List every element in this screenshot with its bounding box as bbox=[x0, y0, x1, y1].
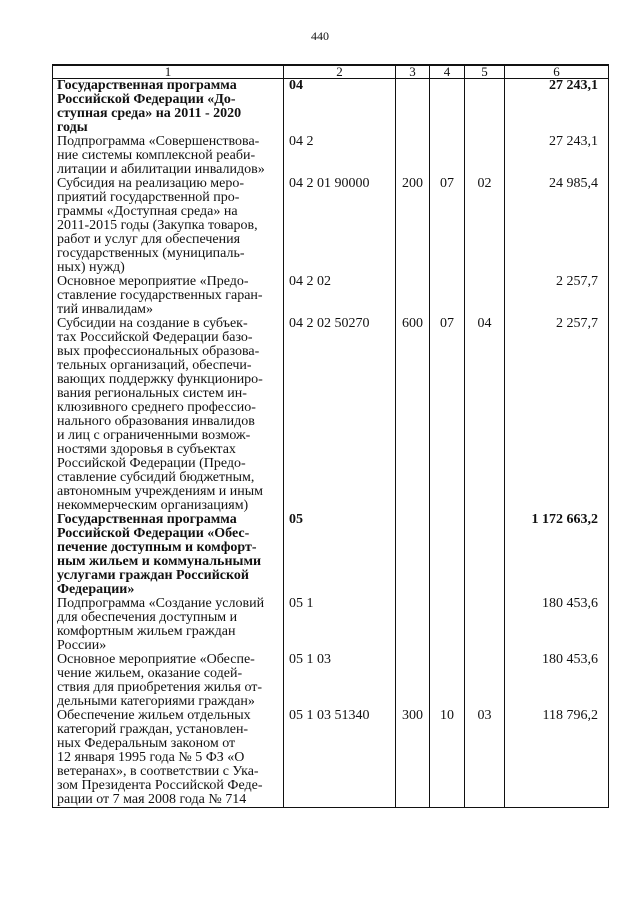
row-name: Субсидия на реализацию меро- приятий государственной про- граммы «Доступная среда» на 2011-2015 годы (Закупка товаров, работ и услуг для обеспечения государственных (муниципаль- ных) нужд) bbox=[53, 177, 284, 275]
row-pr bbox=[465, 275, 505, 317]
row-code: 05 1 bbox=[284, 597, 396, 653]
row-vr bbox=[396, 275, 430, 317]
row-rz bbox=[430, 135, 465, 177]
row-rz bbox=[430, 513, 465, 597]
row-vr: 600 bbox=[396, 317, 430, 513]
row-rz bbox=[430, 275, 465, 317]
row-sum: 27 243,1 bbox=[505, 135, 609, 177]
row-rz: 07 bbox=[430, 317, 465, 513]
row-sum: 2 257,7 bbox=[505, 275, 609, 317]
row-code: 04 2 bbox=[284, 135, 396, 177]
row-vr: 300 bbox=[396, 709, 430, 808]
row-sum: 180 453,6 bbox=[505, 597, 609, 653]
row-rz: 10 bbox=[430, 709, 465, 808]
table-row bbox=[53, 653, 609, 709]
row-sum: 180 453,6 bbox=[505, 653, 609, 709]
table-row bbox=[53, 709, 609, 808]
row-name: Субсидии на создание в субъек- тах Российской Федерации базо- вых профессиональных образова- тельных организаций, обеспечи- вающих поддержку функциониро- вания региональных систем ин- клюзивного среднего профессио- нального образования инвалидов и лиц с ограниченными возмож- ностями здоровья в субъектах Российской Федерации (Предо- ставление субсидий бюджетным, автономным учреждениям и иным некоммерческим организациям) bbox=[53, 317, 284, 513]
row-code: 04 2 02 50270 bbox=[284, 317, 396, 513]
table-row bbox=[53, 275, 609, 317]
row-pr bbox=[465, 513, 505, 597]
row-rz bbox=[430, 79, 465, 136]
row-vr bbox=[396, 135, 430, 177]
table-row bbox=[53, 177, 609, 275]
table-row bbox=[53, 135, 609, 177]
row-name: Государственная программа Российской Федерации «Обес- печение доступным и комфорт- ным жильем и коммунальными услугами граждан Российской Федерации» bbox=[53, 513, 284, 597]
row-name: Основное мероприятие «Обеспе- чение жильем, оказание содей- ствия для приобретения жилья от- дельными категориями граждан» bbox=[53, 653, 284, 709]
row-vr bbox=[396, 513, 430, 597]
row-pr bbox=[465, 597, 505, 653]
budget-table bbox=[52, 64, 609, 808]
table-row bbox=[53, 79, 609, 136]
column-header-1: 1 bbox=[53, 65, 284, 79]
row-code: 05 bbox=[284, 513, 396, 597]
row-name: Государственная программа Российской Федерации «До- ступная среда» на 2011 - 2020 годы bbox=[53, 79, 284, 136]
row-sum: 118 796,2 bbox=[505, 709, 609, 808]
row-sum: 24 985,4 bbox=[505, 177, 609, 275]
row-name: Основное мероприятие «Предо- ставление государственных гаран- тий инвалидам» bbox=[53, 275, 284, 317]
column-header-5: 5 bbox=[465, 65, 505, 79]
header-row bbox=[53, 65, 609, 79]
column-header-2: 2 bbox=[284, 65, 396, 79]
row-sum: 2 257,7 bbox=[505, 317, 609, 513]
row-rz: 07 bbox=[430, 177, 465, 275]
row-code: 04 2 01 90000 bbox=[284, 177, 396, 275]
row-sum: 1 172 663,2 bbox=[505, 513, 609, 597]
row-rz bbox=[430, 597, 465, 653]
row-pr bbox=[465, 653, 505, 709]
row-code: 04 bbox=[284, 79, 396, 136]
row-name: Подпрограмма «Создание условий для обеспечения доступным и комфортным жильем граждан России» bbox=[53, 597, 284, 653]
row-name: Обеспечение жильем отдельных категорий граждан, установлен- ных Федеральным законом от 12 января 1995 года № 5 ФЗ «О ветеранах», в соответствии с Ука- зом Президента Российской Феде- рации от 7 мая 2008 года № 714 bbox=[53, 709, 284, 808]
table-row bbox=[53, 513, 609, 597]
column-header-6: 6 bbox=[505, 65, 609, 79]
row-rz bbox=[430, 653, 465, 709]
row-name: Подпрограмма «Совершенствова- ние системы комплексной реаби- литации и абилитации инвалидов» bbox=[53, 135, 284, 177]
row-pr: 03 bbox=[465, 709, 505, 808]
table-row bbox=[53, 317, 609, 513]
row-vr: 200 bbox=[396, 177, 430, 275]
page-number: 440 bbox=[311, 29, 329, 43]
row-pr bbox=[465, 135, 505, 177]
column-header-4: 4 bbox=[430, 65, 465, 79]
row-code: 05 1 03 51340 bbox=[284, 709, 396, 808]
row-vr bbox=[396, 653, 430, 709]
row-code: 05 1 03 bbox=[284, 653, 396, 709]
row-vr bbox=[396, 79, 430, 136]
row-vr bbox=[396, 597, 430, 653]
row-code: 04 2 02 bbox=[284, 275, 396, 317]
row-pr bbox=[465, 79, 505, 136]
column-header-3: 3 bbox=[396, 65, 430, 79]
row-pr: 04 bbox=[465, 317, 505, 513]
row-pr: 02 bbox=[465, 177, 505, 275]
row-sum: 27 243,1 bbox=[505, 79, 609, 136]
table-row bbox=[53, 597, 609, 653]
